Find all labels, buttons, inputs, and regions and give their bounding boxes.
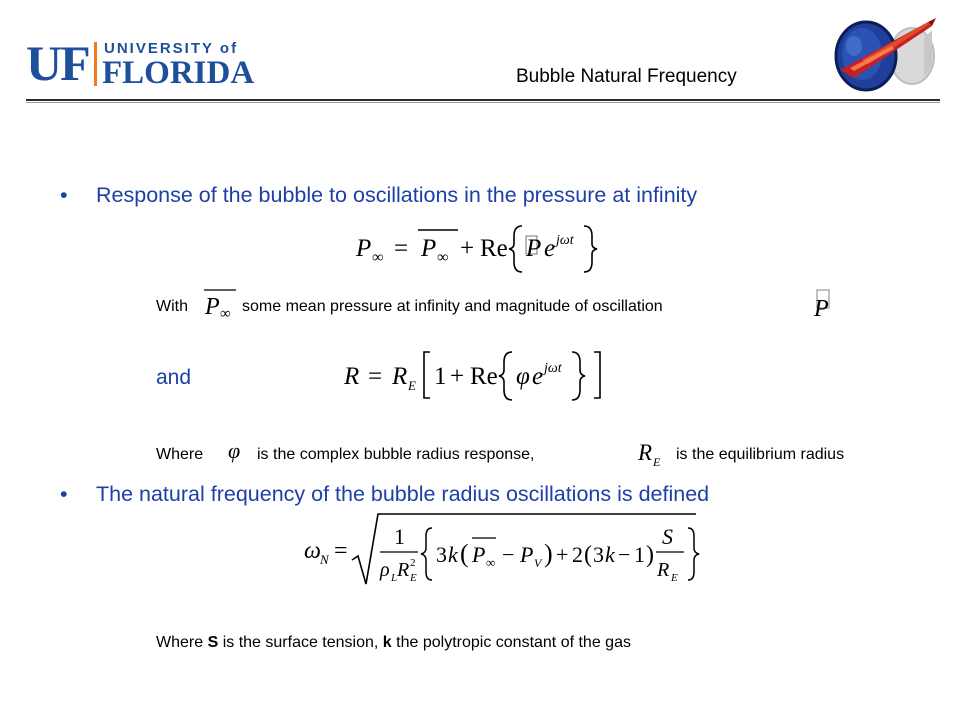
where2-line bbox=[156, 634, 631, 652]
svg-text:+: + bbox=[450, 363, 465, 390]
bullet-text: Response of the bubble to oscillations in the pressure at infinity bbox=[96, 183, 698, 207]
svg-text:2: 2 bbox=[572, 542, 583, 567]
logo-divider bbox=[94, 42, 97, 86]
svg-text:P: P bbox=[472, 542, 486, 567]
svg-text:P: P bbox=[526, 235, 542, 262]
svg-text:P: P bbox=[356, 235, 372, 262]
svg-text:P: P bbox=[520, 542, 534, 567]
svg-text:R: R bbox=[397, 559, 410, 581]
and-label: and bbox=[156, 366, 192, 389]
rocket-emblem-icon bbox=[832, 8, 940, 98]
symbol-phi bbox=[226, 436, 250, 466]
svg-text:1: 1 bbox=[434, 363, 447, 390]
svg-text:=: = bbox=[334, 538, 348, 564]
svg-text:e: e bbox=[532, 363, 544, 390]
svg-text:R: R bbox=[392, 363, 408, 390]
svg-text:jωt: jωt bbox=[544, 361, 562, 376]
svg-text:N: N bbox=[320, 552, 329, 567]
svg-text:E: E bbox=[408, 378, 416, 393]
svg-text:ω: ω bbox=[304, 538, 321, 564]
svg-text:L: L bbox=[391, 572, 398, 584]
with-line bbox=[156, 298, 188, 316]
equation-natural-frequency bbox=[300, 510, 710, 590]
uf-logo bbox=[26, 36, 266, 96]
svg-text:φ: φ bbox=[228, 438, 241, 463]
where2-symbol-s: S bbox=[207, 634, 219, 651]
svg-text:V: V bbox=[534, 556, 542, 570]
where1-mid: is the complex bubble radius response, bbox=[257, 446, 535, 463]
svg-text:φ: φ bbox=[516, 363, 530, 390]
svg-text:): ) bbox=[544, 539, 553, 568]
svg-text:2: 2 bbox=[410, 557, 416, 569]
svg-text:E: E bbox=[653, 455, 661, 469]
svg-text:e: e bbox=[544, 235, 556, 262]
svg-text:Re: Re bbox=[470, 363, 498, 390]
slide-title: Bubble Natural Frequency bbox=[516, 66, 737, 87]
symbol-equilibrium-radius bbox=[636, 436, 672, 470]
svg-text:+: + bbox=[556, 542, 569, 567]
symbol-oscillation-magnitude bbox=[808, 284, 838, 322]
svg-text:(: ( bbox=[584, 542, 592, 568]
where2-mid: is the surface tension, bbox=[222, 634, 379, 651]
svg-text:ρ: ρ bbox=[380, 559, 390, 581]
bullet-dot: • bbox=[60, 183, 68, 207]
svg-text:∞: ∞ bbox=[437, 249, 449, 266]
svg-text:−: − bbox=[618, 542, 631, 567]
equation-pressure bbox=[350, 222, 610, 274]
bullet-text: The natural frequency of the bubble radius oscillations is defined bbox=[96, 482, 710, 506]
svg-text:3: 3 bbox=[436, 542, 447, 567]
svg-text:jωt: jωt bbox=[556, 233, 574, 248]
svg-text:3: 3 bbox=[593, 542, 604, 567]
svg-text:∞: ∞ bbox=[486, 555, 496, 570]
header-rule bbox=[26, 99, 940, 101]
where2-symbol-k: k bbox=[382, 634, 392, 651]
svg-text:): ) bbox=[646, 542, 654, 568]
svg-text:Re: Re bbox=[480, 235, 508, 262]
svg-text:k: k bbox=[605, 542, 615, 567]
svg-text:P: P bbox=[421, 235, 437, 262]
svg-text:1: 1 bbox=[394, 524, 405, 549]
svg-text:−: − bbox=[502, 542, 515, 567]
equation-radius bbox=[338, 348, 628, 402]
svg-text:1: 1 bbox=[634, 542, 645, 567]
where2-end: the polytropic constant of the gas bbox=[396, 634, 631, 651]
where2-prefix: Where bbox=[156, 634, 204, 651]
svg-text:R: R bbox=[657, 559, 670, 581]
svg-text:k: k bbox=[448, 542, 458, 567]
where1-end: is the equilibrium radius bbox=[676, 446, 845, 463]
with-text: some mean pressure at infinity and magnitude of oscillation bbox=[242, 298, 663, 315]
symbol-mean-pressure bbox=[202, 284, 242, 322]
svg-text:S: S bbox=[662, 524, 673, 549]
with-prefix: With bbox=[156, 298, 188, 315]
svg-text:R: R bbox=[344, 363, 360, 390]
where1-prefix: Where bbox=[156, 446, 204, 463]
svg-text:(: ( bbox=[460, 539, 469, 568]
svg-text:R: R bbox=[638, 440, 653, 465]
svg-text:+: + bbox=[460, 235, 475, 262]
logo-uf: UF bbox=[26, 35, 89, 91]
header-rule-shadow bbox=[26, 102, 940, 103]
svg-text:P: P bbox=[814, 296, 829, 322]
svg-text:E: E bbox=[410, 572, 417, 584]
svg-text:∞: ∞ bbox=[372, 249, 384, 266]
svg-text:=: = bbox=[368, 363, 383, 390]
logo-florida: FLORIDA bbox=[102, 55, 255, 91]
svg-text:E: E bbox=[671, 572, 678, 584]
logo-university-of: UNIVERSITY of bbox=[104, 40, 239, 57]
svg-text:∞: ∞ bbox=[220, 306, 231, 322]
svg-text:=: = bbox=[394, 235, 409, 262]
bullet-dot: • bbox=[60, 482, 68, 506]
svg-text:P: P bbox=[205, 294, 220, 320]
